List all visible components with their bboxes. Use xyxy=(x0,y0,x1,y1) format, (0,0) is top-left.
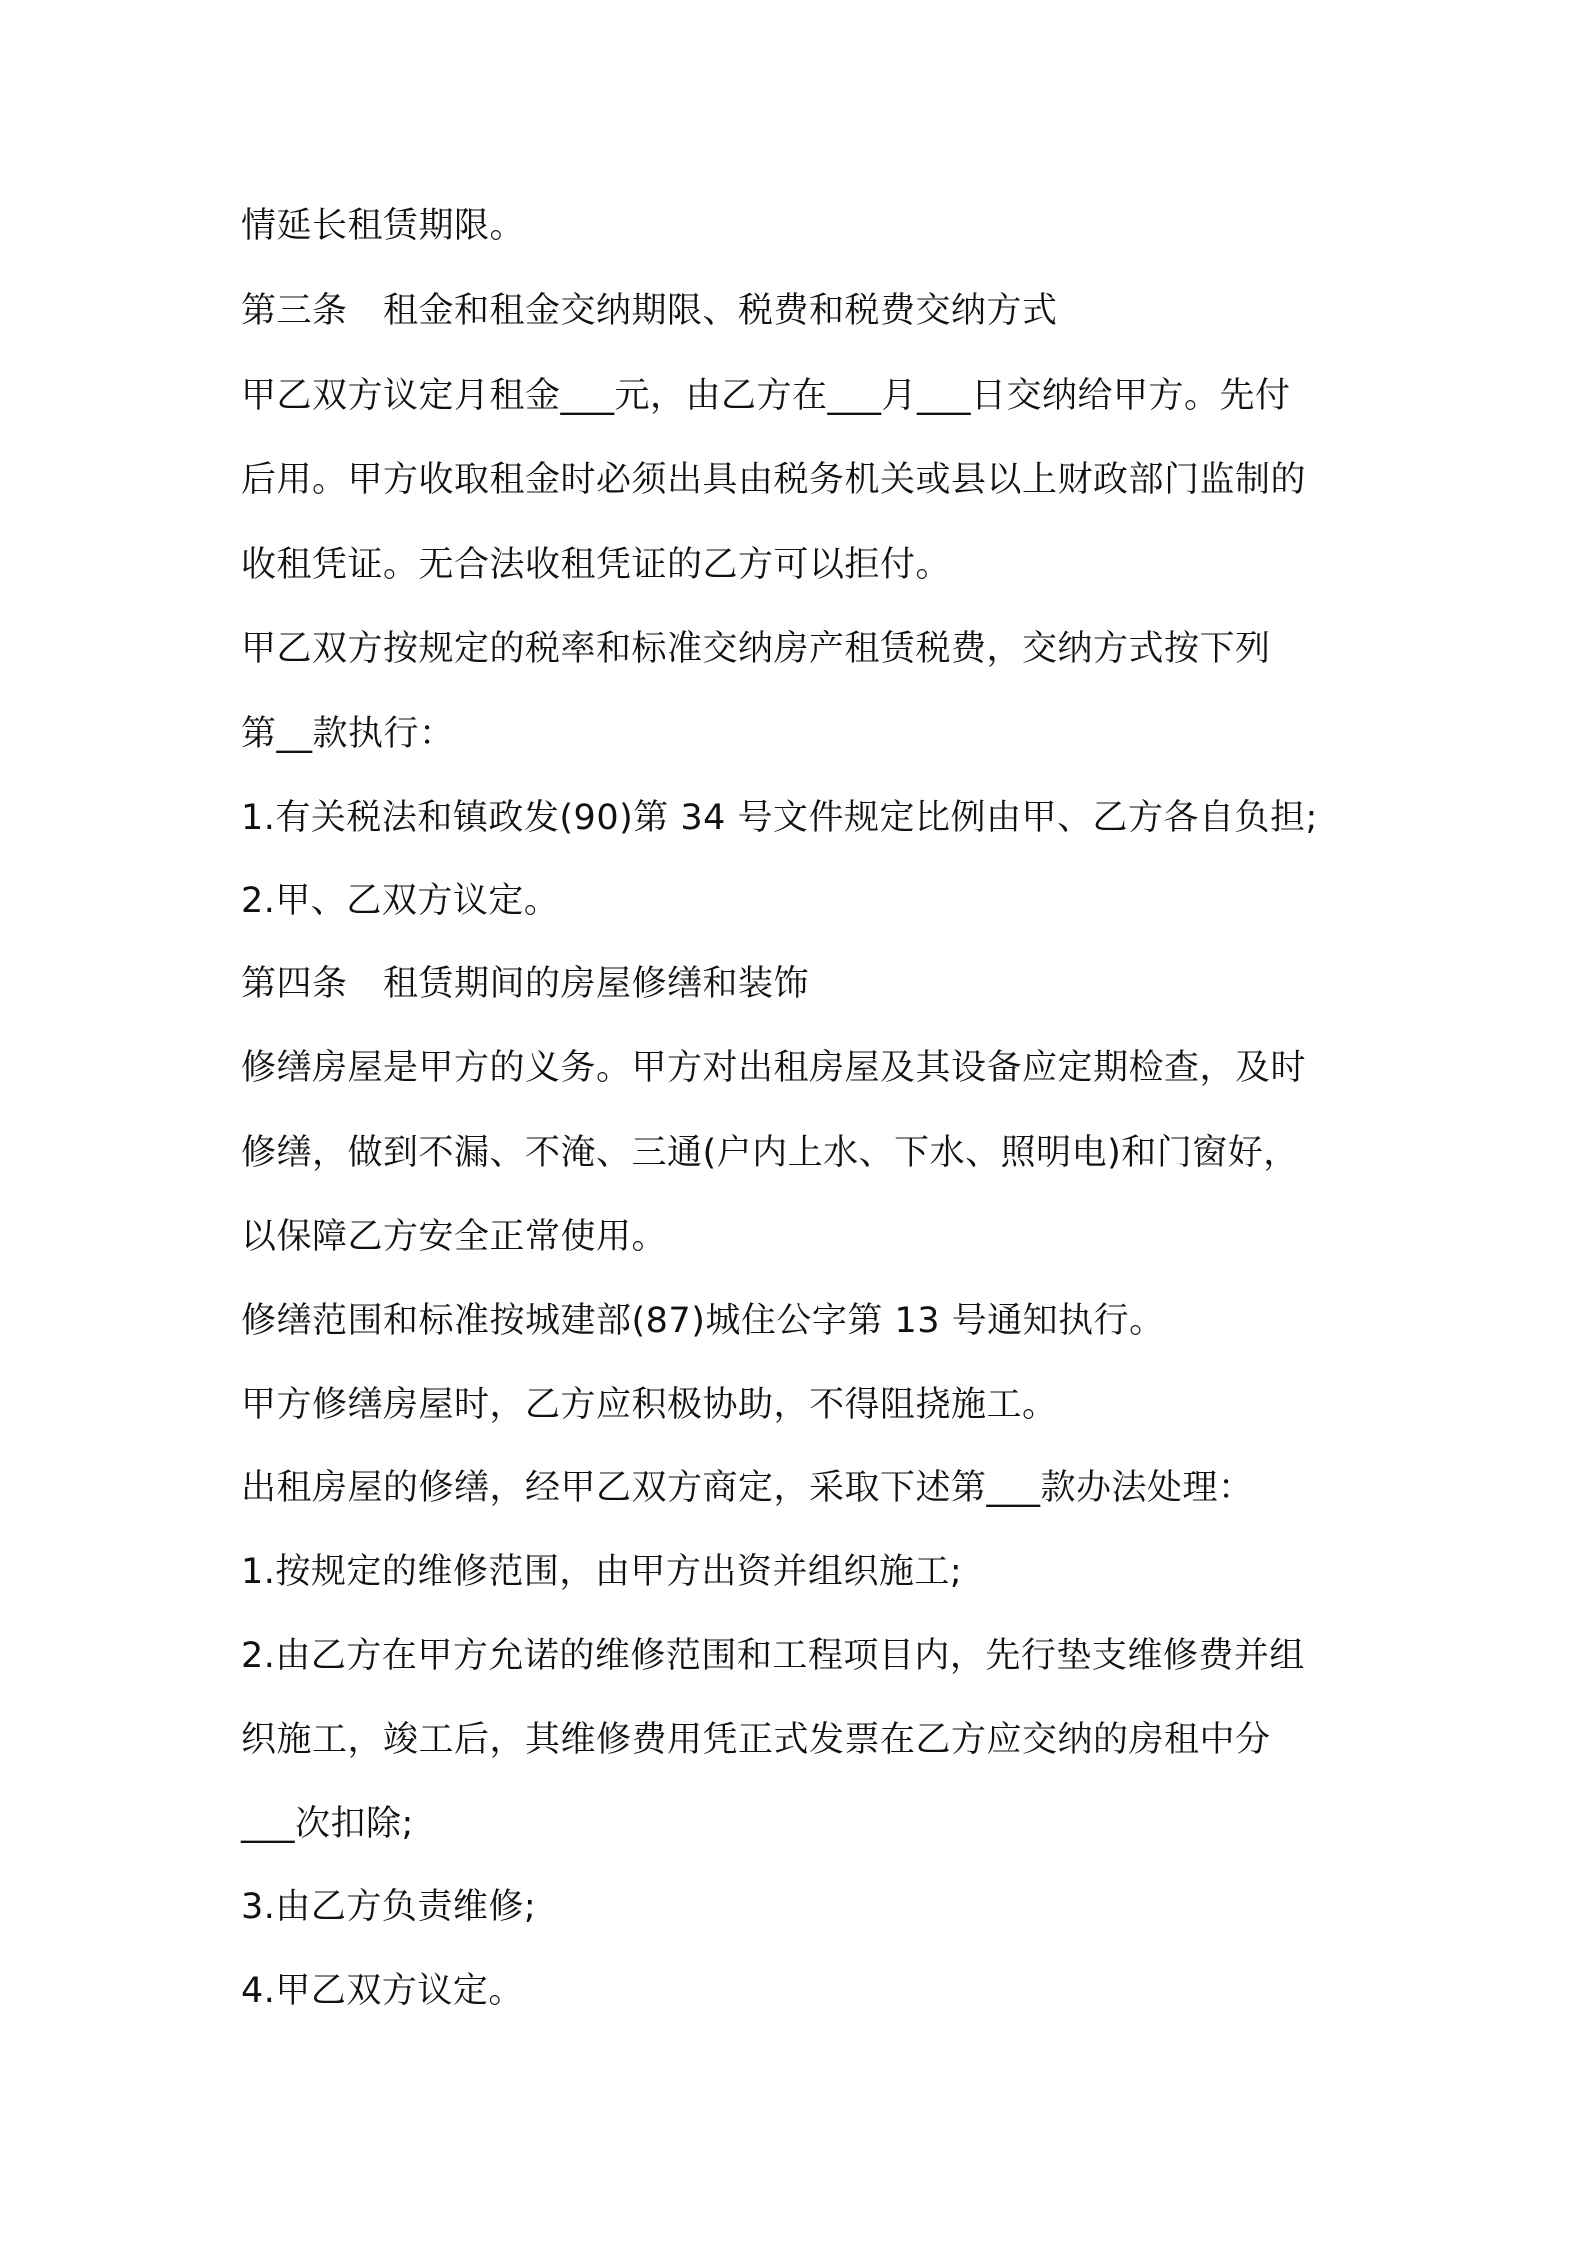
list-item: 2.由乙方在甲方允诺的维修范围和工程项目内，先行垫支维修费并组 xyxy=(241,1636,1305,1676)
section-heading: 第四条 租赁期间的房屋修缮和装饰 xyxy=(241,964,810,1004)
text-line: 修缮，做到不漏、不淹、三通(户内上水、下水、照明电)和门窗好， xyxy=(241,1133,1299,1173)
text-line: 收租凭证。无合法收租凭证的乙方可以拒付。 xyxy=(241,545,952,585)
text-line: 甲乙双方议定月租金___元，由乙方在___月___日交纳给甲方。先付 xyxy=(241,376,1291,416)
text-line: 出租房屋的修缮，经甲乙双方商定，采取下述第___款办法处理： xyxy=(241,1468,1254,1508)
list-item: 1.按规定的维修范围，由甲方出资并组织施工; xyxy=(241,1552,963,1592)
text-line: 修缮房屋是甲方的义务。甲方对出租房屋及其设备应定期检查，及时 xyxy=(241,1048,1307,1088)
text-line: 甲方修缮房屋时，乙方应积极协助，不得阻挠施工。 xyxy=(241,1385,1058,1425)
text-line: 第__款执行： xyxy=(241,714,455,754)
list-item: 4.甲乙双方议定。 xyxy=(241,1971,524,2011)
text-line: 情延长租赁期限。 xyxy=(241,206,526,246)
text-line: 修缮范围和标准按城建部(87)城住公字第 13 号通知执行。 xyxy=(241,1301,1165,1341)
text-line: 织施工，竣工后，其维修费用凭正式发票在乙方应交纳的房租中分 xyxy=(241,1720,1271,1760)
list-item: 1.有关税法和镇政发(90)第 34 号文件规定比例由甲、乙方各自负担; xyxy=(241,798,1318,838)
text-line: 以保障乙方安全正常使用。 xyxy=(241,1217,668,1257)
text-line: ___次扣除; xyxy=(241,1804,414,1844)
text-line: 后用。甲方收取租金时必须出具由税务机关或县以上财政部门监制的 xyxy=(241,460,1307,500)
text-line: 甲乙双方按规定的税率和标准交纳房产租赁税费，交纳方式按下列 xyxy=(241,629,1271,669)
section-heading: 第三条 租金和租金交纳期限、税费和税费交纳方式 xyxy=(241,291,1058,331)
list-item: 3.由乙方负责维修; xyxy=(241,1887,537,1927)
list-item: 2.甲、乙双方议定。 xyxy=(241,881,560,921)
